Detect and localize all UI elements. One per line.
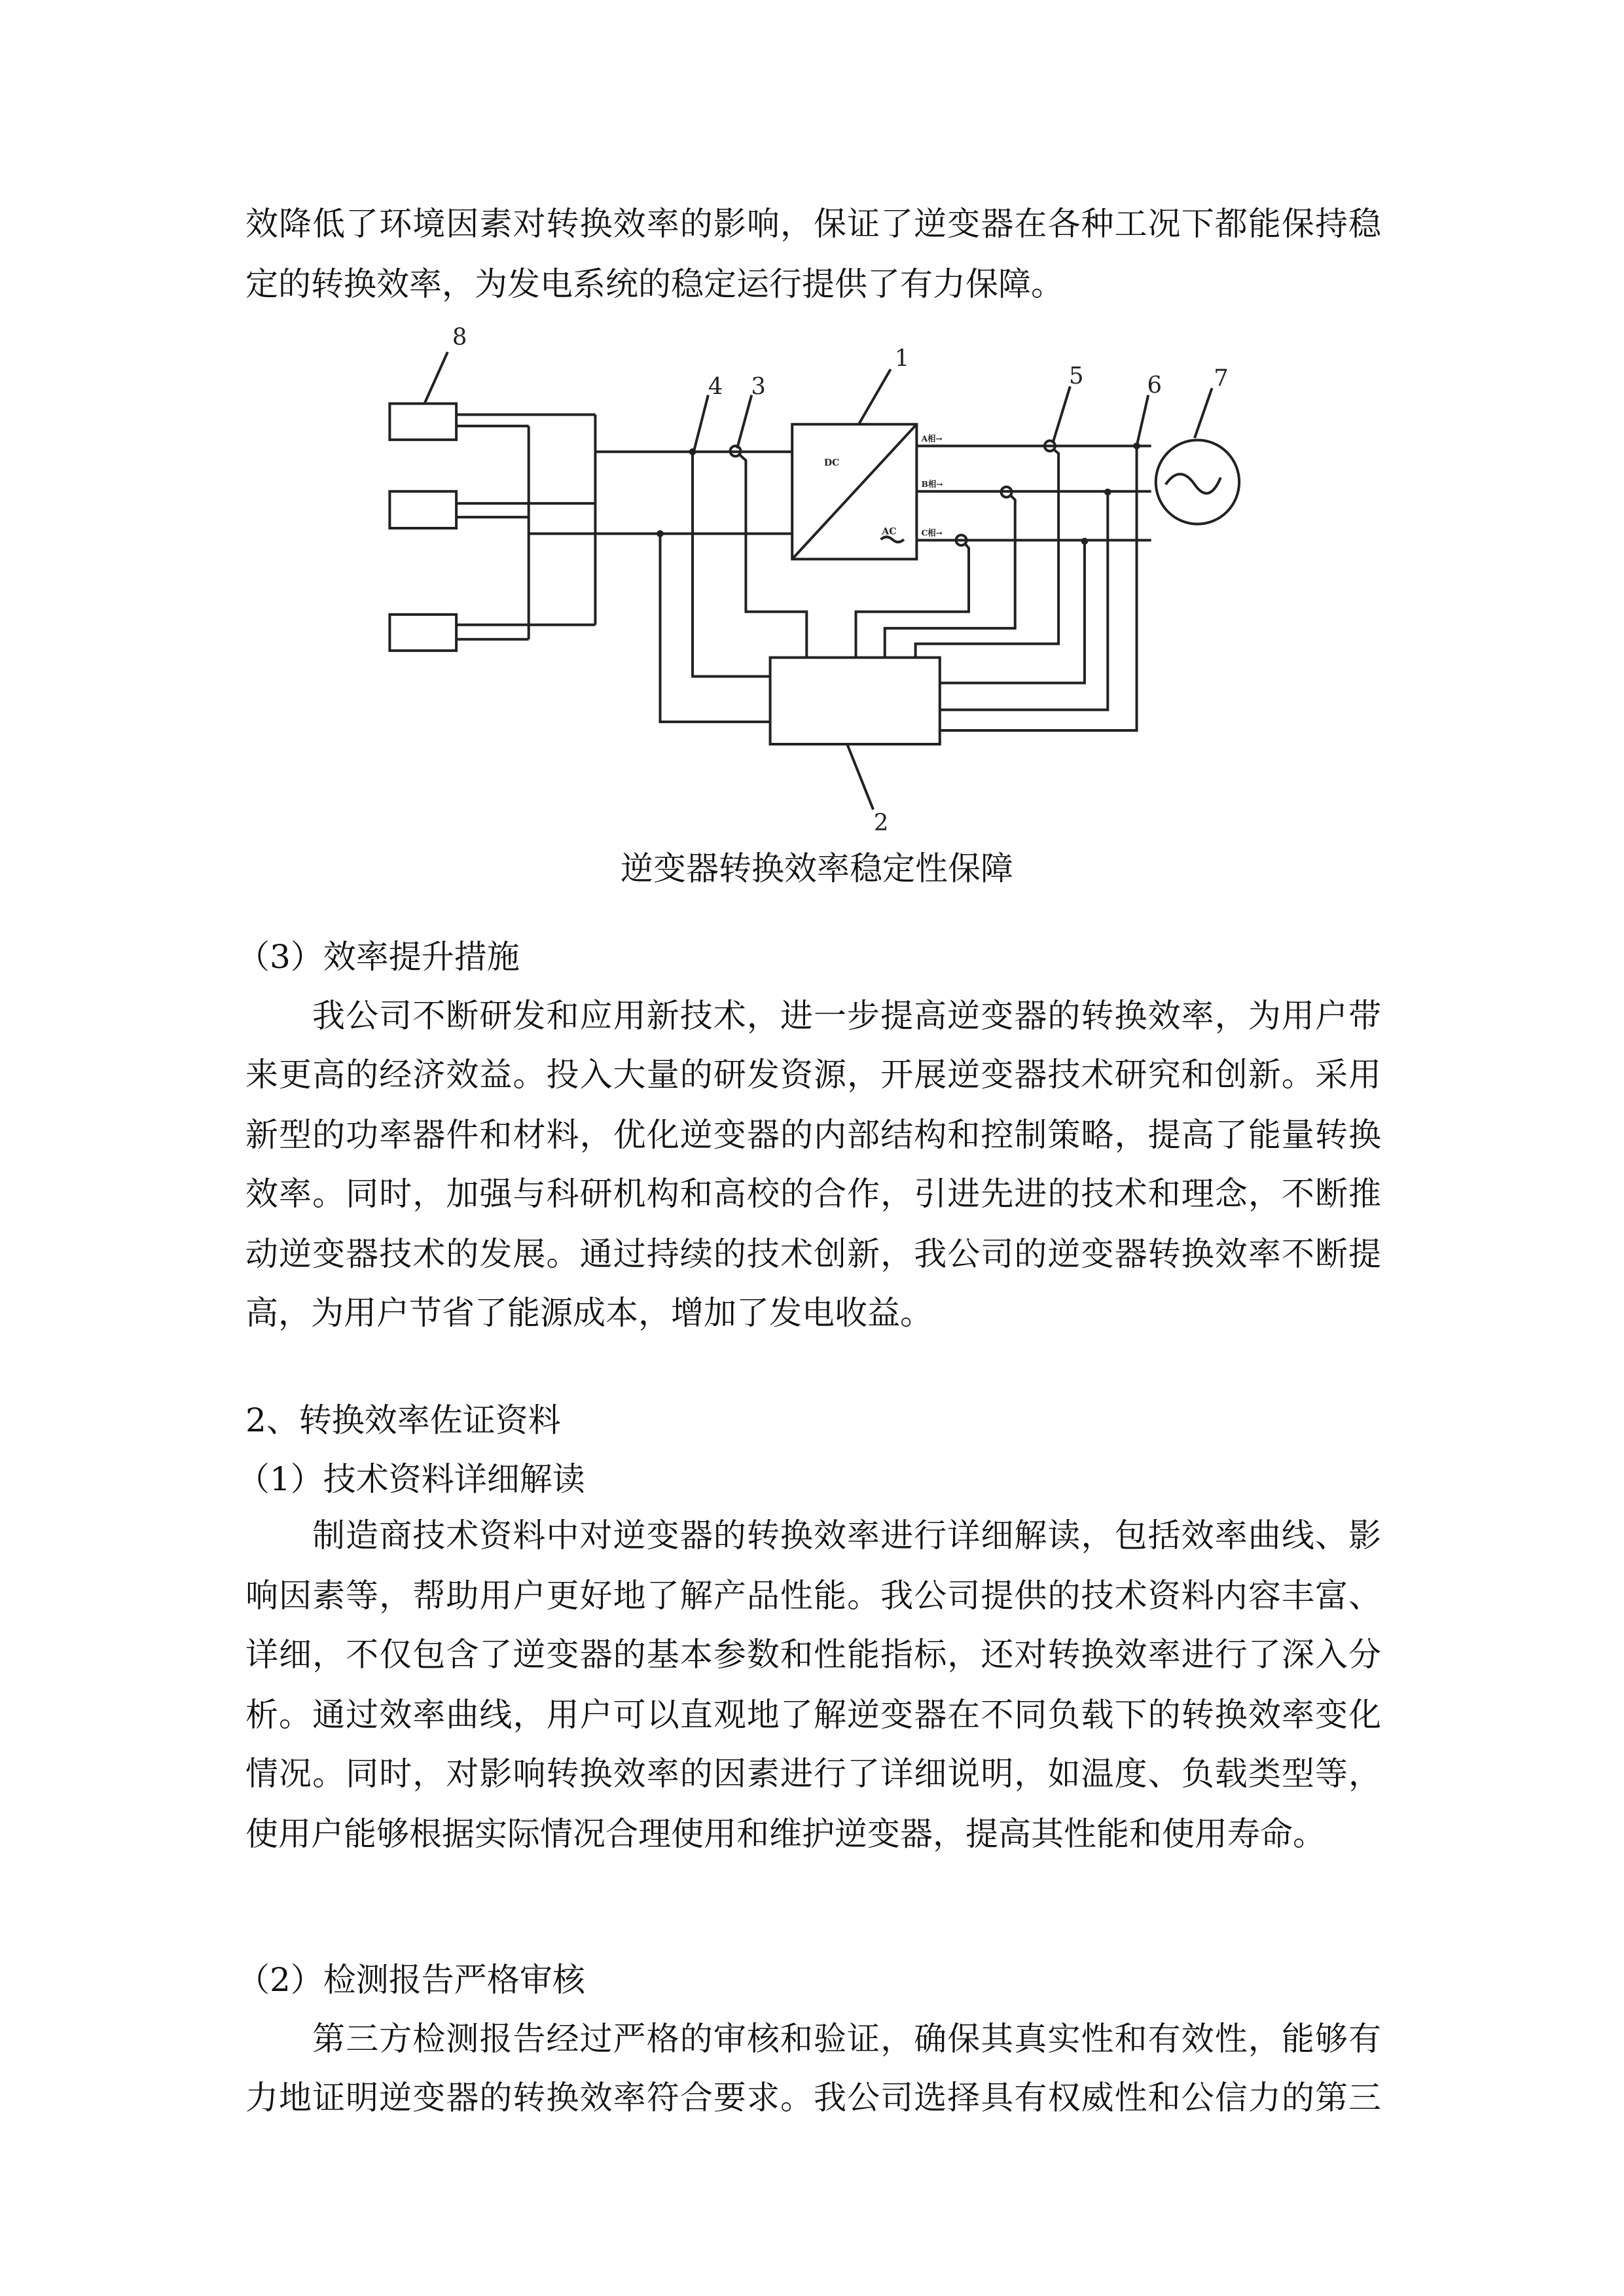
- body-text-line: 第三方检测报告经过严格的审核和验证，确保其真实性和有效性，能够有: [312, 2020, 1381, 2058]
- body-text-line: 力地证明逆变器的转换效率符合要求。我公司选择具有权威性和公信力的第三: [245, 2079, 1381, 2117]
- phase-b-label: B相→: [921, 478, 943, 489]
- label-7: 7: [1214, 365, 1229, 392]
- grid-source-icon: [1156, 440, 1239, 524]
- label-4: 4: [708, 372, 723, 400]
- section-heading: 2、转换效率佐证资料: [245, 1401, 561, 1439]
- figure-caption: 逆变器转换效率稳定性保障: [621, 850, 1013, 888]
- pv-string-boxes: [389, 404, 456, 651]
- body-text-line: 响因素等，帮助用户更好地了解产品性能。我公司提供的技术资料内容丰富、: [245, 1577, 1381, 1615]
- wires: [424, 352, 1212, 810]
- junction-dots: [657, 442, 1140, 545]
- label-5: 5: [1069, 363, 1084, 390]
- body-text-line: 来更高的经济效益。投入大量的研发资源，开展逆变器技术研究和创新。采用: [245, 1056, 1381, 1094]
- body-text-line: 高，为用户节省了能源成本，增加了发电收益。: [245, 1294, 933, 1332]
- label-8: 8: [452, 323, 467, 351]
- phase-a-label: A相→: [921, 433, 943, 444]
- body-text-line: 定的转换效率，为发电系统的稳定运行提供了有力保障。: [245, 265, 1064, 303]
- section-heading: （3）效率提升措施: [237, 938, 520, 976]
- body-text-line: 制造商技术资料中对逆变器的转换效率进行详细解读，包括效率曲线、影: [312, 1516, 1381, 1554]
- body-text-line: 我公司不断研发和应用新技术，进一步提高逆变器的转换效率，为用户带: [312, 997, 1381, 1035]
- body-text-line: 新型的功率器件和材料，优化逆变器的内部结构和控制策略，提高了能量转换: [245, 1116, 1381, 1154]
- body-text-line: 效率。同时，加强与科研机构和高校的合作，引进先进的技术和理念，不断推: [245, 1175, 1381, 1213]
- ac-label: AC: [882, 526, 897, 537]
- subsection-heading: （1）技术资料详细解读: [237, 1460, 585, 1498]
- controller-block: [770, 658, 940, 744]
- subsection-heading: （2）检测报告严格审核: [237, 1961, 585, 1999]
- label-1: 1: [894, 344, 910, 372]
- body-text-line: 动逆变器技术的发展。通过持续的技术创新，我公司的逆变器转换效率不断提: [245, 1235, 1381, 1273]
- body-text-line: 析。通过效率曲线，用户可以直观地了解逆变器在不同负载下的转换效率变化: [245, 1696, 1381, 1734]
- label-3: 3: [751, 372, 766, 400]
- label-2: 2: [873, 809, 889, 836]
- body-text-line: 情况。同时，对影响转换效率的因素进行了详细说明，如温度、负载类型等，: [245, 1755, 1381, 1793]
- inverter-efficiency-diagram: [367, 314, 1270, 851]
- dc-label: DC: [823, 457, 840, 469]
- body-text-line: 详细，不仅包含了逆变器的基本参数和性能指标，还对转换效率进行了深入分: [245, 1636, 1381, 1674]
- body-text-line: 效降低了环境因素对转换效率的影响，保证了逆变器在各种工况下都能保持稳: [245, 205, 1381, 243]
- body-text-line: 使用户能够根据实际情况合理使用和维护逆变器，提高其性能和使用寿命。: [245, 1815, 1326, 1853]
- phase-c-label: C相→: [921, 528, 943, 538]
- label-6: 6: [1147, 371, 1162, 399]
